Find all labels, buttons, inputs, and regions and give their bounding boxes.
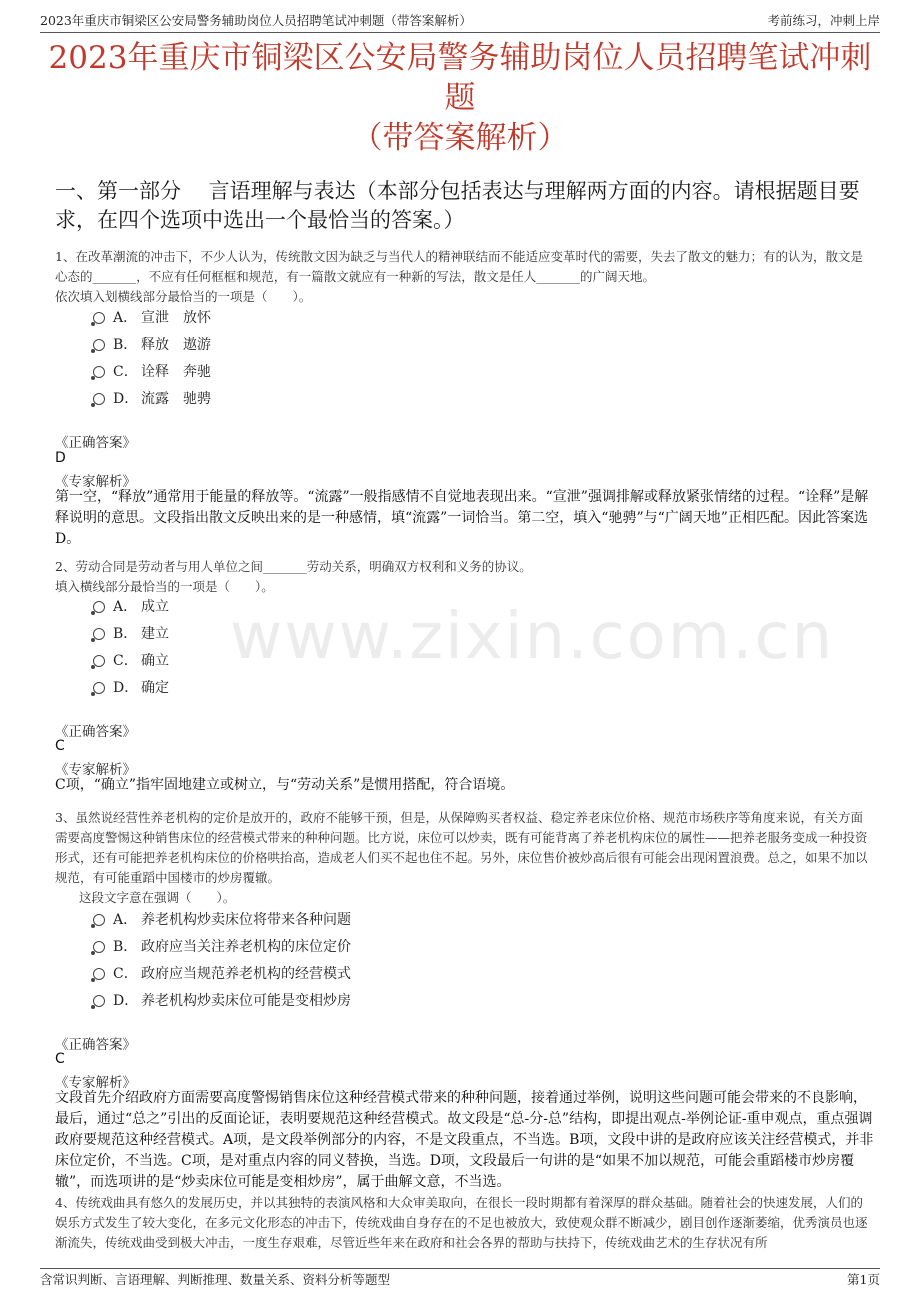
option-a[interactable]: A． 宣泄 放怀 [93,307,211,329]
radio-icon[interactable] [93,628,105,640]
radio-icon[interactable] [93,682,105,694]
option-a[interactable]: A． 成立 [93,596,169,618]
radio-icon[interactable] [93,366,105,378]
radio-icon[interactable] [93,393,105,405]
option-d[interactable]: D． 流露 驰骋 [93,388,211,410]
document-title-line1: 2023年重庆市铜梁区公安局警务辅助岗位人员招聘笔试冲刺题 [48,40,872,116]
option-b[interactable]: B． 释放 遨游 [93,334,211,356]
footer-topics: 含常识判断、言语理解、判断推理、数量关系、资料分析等题型 [40,1272,391,1287]
option-b[interactable]: B． 建立 [93,623,169,645]
question-prompt: 依次填入划横线部分最恰当的一项是（ ）。 [55,289,312,304]
page-number: 第1页 [847,1272,880,1287]
analysis-text: 文段首先介绍政府方面需要高度警惕销售床位这种经营模式带来的种种问题，接着通过举例，说明这些问题可能会带来的不良影响，最后，通过“总之”引出的反面论证，表明要规范这种经营模式。故文段是“总-分-总”结构，即提出观点-举例论证-重申观点，重点强调政府要规范这种经营模式。A项，是文段举例部分的内容，不是文段重点，不当选。B项，文段中讲的是政府应该关注经营模式，并非床位定价，不当选。C项，是对重点内容的同义替换，当选。D项，文段最后一句讲的是“如果不加以规范，可能会重蹈楼市炒房覆辙”，而选项讲的是“炒卖床位可能是变相炒房”，属于曲解文意，不当选。 [55,1090,874,1190]
option-c[interactable]: C． 诠释 奔驰 [93,361,211,383]
option-d[interactable]: D． 确定 [93,677,169,699]
page-header [40,10,880,33]
radio-icon[interactable] [93,312,105,324]
option-a[interactable]: A． 养老机构炒卖床位将带来各种问题 [93,909,351,931]
header-tagline: 考前练习，冲刺上岸 [767,13,880,28]
answer-value: C [55,1051,65,1067]
analysis-text: C项，“确立”指牢固地建立或树立，与“劳动关系”是惯用搭配，符合语境。 [55,777,515,793]
question-stem: 3、虽然说经营性养老机构的定价是放开的，政府不能够干预，但是，从保障购买者权益、稳定养老床位价格、规范市场秩序等角度来说，有关方面需要高度警惕这种销售床位的经营模式带来的种种问题。比方说，床位可以炒卖，既有可能背离了养老机构床位的属性——把养老服务变成一种投资形式，还有可能把养老机构床位的价格哄抬高，造成老人们买不起也住不起。另外，床位售价被炒高后很有可能会出现闲置浪费。总之，如果不加以规范，有可能重蹈中国楼市的炒房覆辙。 [55,810,868,885]
question-prompt: 填入横线部分最恰当的一项是（ ）。 [55,579,274,594]
radio-icon[interactable] [93,995,105,1007]
document-title [40,38,880,158]
option-c[interactable]: C． 确立 [93,650,169,672]
analysis-label: 《专家解析》 [55,762,136,778]
answer-value: C [55,738,65,754]
question-stem: 2、劳动合同是劳动者与用人单位之间_______劳动关系，明确双方权利和义务的协议。 [55,559,532,574]
document-title-line2: （带答案解析） [351,120,569,156]
header-doc-title: 2023年重庆市铜梁区公安局警务辅助岗位人员招聘笔试冲刺题（带答案解析） [40,13,472,28]
answer-label: 《正确答案》 [55,435,136,451]
answer-value: D [55,450,66,466]
answer-label: 《正确答案》 [55,1037,136,1053]
analysis-label: 《专家解析》 [55,1075,136,1091]
radio-icon[interactable] [93,914,105,926]
radio-icon[interactable] [93,601,105,613]
watermark: www.zixin.com.cn [230,600,835,674]
radio-icon[interactable] [93,968,105,980]
option-d[interactable]: D． 养老机构炒卖床位可能是变相炒房 [93,990,351,1012]
question-stem: 1、在改革潮流的冲击下，不少人认为，传统散文因为缺乏与当代人的精神联结而不能适应变革时代的需要，失去了散文的魅力；有的认为，散文是心态的_______，不应有任何框框和规范，有一篇散文就应有一种新的写法，散文是任人_______的广阔天地。 [55,249,863,284]
section-heading: 一、第一部分 言语理解与表达（本部分包括表达与理解两方面的内容。请根据题目要求，在四个选项中选出一个最恰当的答案。） [55,179,860,232]
option-c[interactable]: C． 政府应当规范养老机构的经营模式 [93,963,351,985]
page-footer [40,1268,880,1291]
option-b[interactable]: B． 政府应当关注养老机构的床位定价 [93,936,351,958]
analysis-label: 《专家解析》 [55,474,136,490]
question-stem: 4、传统戏曲具有悠久的发展历史，并以其独特的表演风格和大众审美取向，在很长一段时期都有着深厚的群众基础。随着社会的快速发展，人们的娱乐方式发生了较大变化，在多元文化形态的冲击下，传统戏曲自身存在的不足也被放大，致使观众群不断减少，剧目创作逐渐萎缩，优秀演员也逐渐流失，传统戏曲受到极大冲击，一度生存艰难，尽管近些年来在政府和社会各界的帮助与扶持下，传统戏曲艺术的生存状况有所 [55,1195,868,1250]
question-prompt: 这段文字意在强调（ ）。 [79,890,236,905]
radio-icon[interactable] [93,941,105,953]
radio-icon[interactable] [93,655,105,667]
analysis-text: 第一空，“释放”通常用于能量的释放等。“流露”一般指感情不自觉地表现出来。“宣泄”强调排解或释放紧张情绪的过程。“诠释”是解释说明的意思。文段指出散文反映出来的是一种感情，填“流露”一词恰当。第二空，填入“驰骋”与“广阔天地”正相匹配。因此答案选D。 [55,489,869,547]
radio-icon[interactable] [93,339,105,351]
answer-label: 《正确答案》 [55,724,136,740]
